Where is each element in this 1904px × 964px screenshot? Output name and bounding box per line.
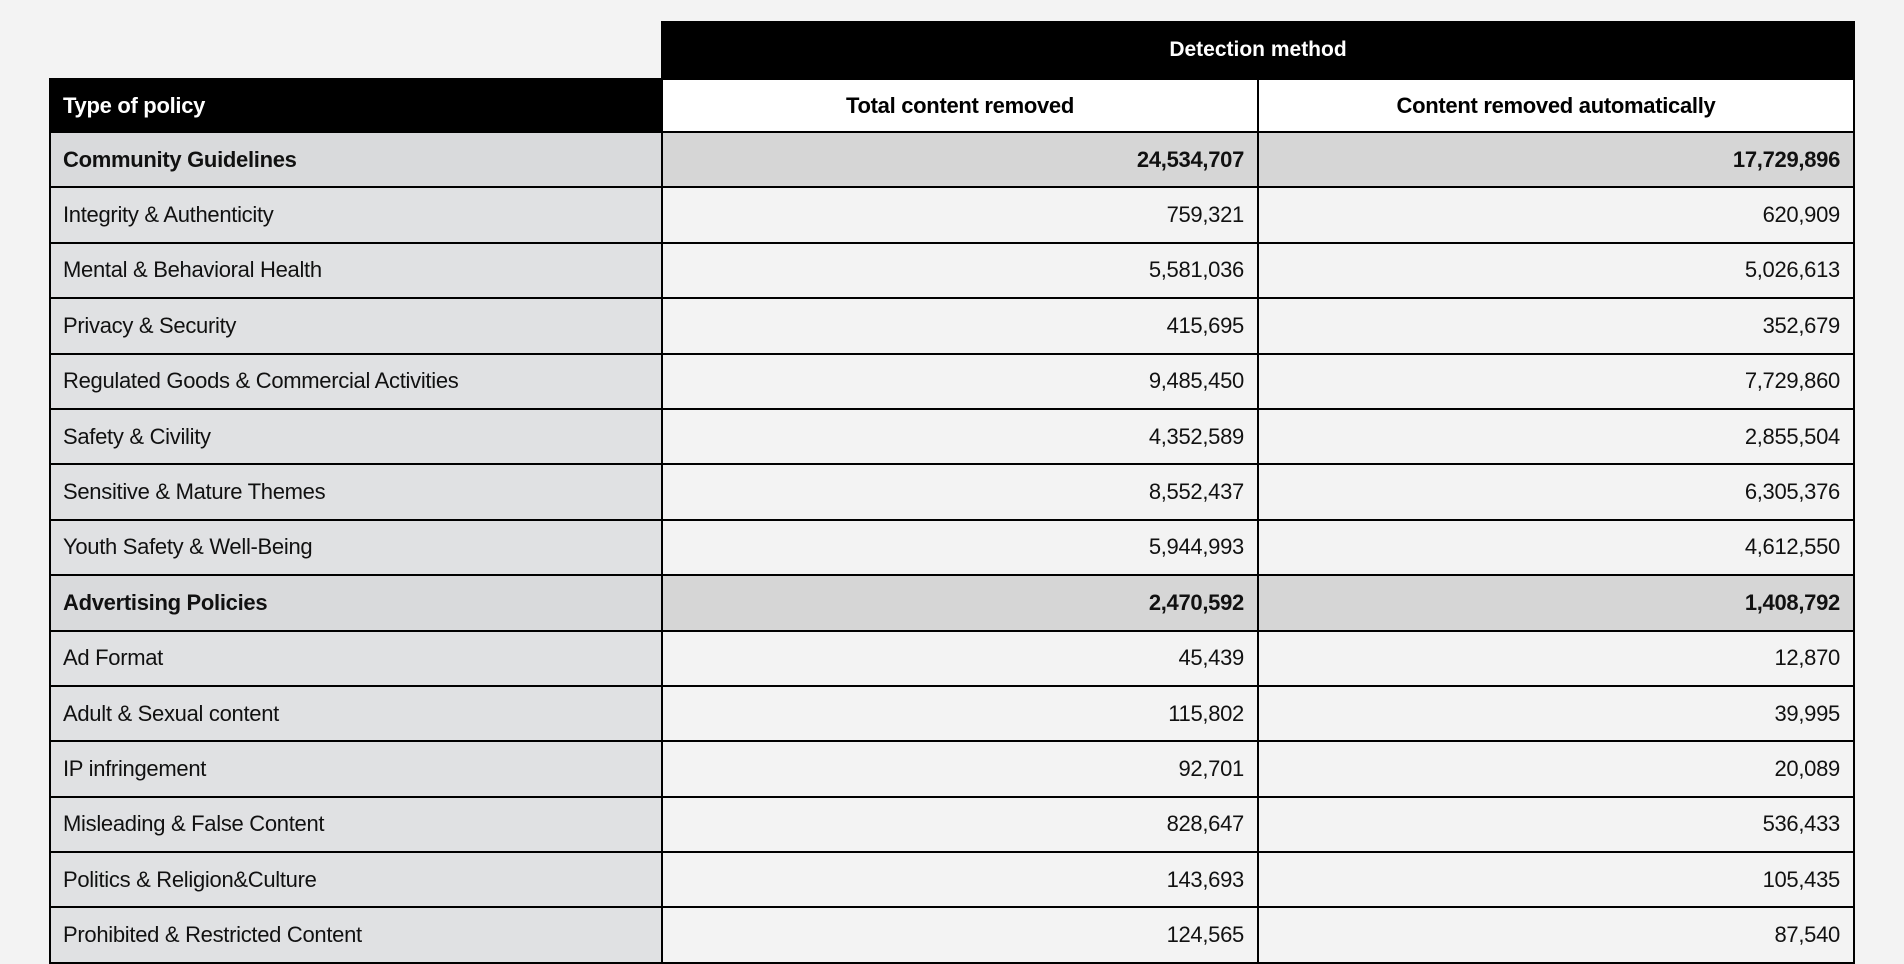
table-group-row	[49, 576, 1855, 631]
policy-cell: Adult & Sexual content	[51, 687, 663, 740]
table-row	[49, 687, 1855, 742]
table-row	[49, 908, 1855, 963]
table-row	[49, 188, 1855, 243]
total-removed-cell: 4,352,589	[663, 410, 1259, 463]
auto-removed-cell: 4,612,550	[1259, 521, 1853, 574]
policy-cell: Integrity & Authenticity	[51, 188, 663, 241]
table-row	[49, 632, 1855, 687]
auto-removed-cell: 20,089	[1259, 742, 1853, 795]
table-row	[49, 244, 1855, 299]
detection-method-header: Detection method	[661, 21, 1855, 78]
auto-removed-cell: 39,995	[1259, 687, 1853, 740]
auto-removed-cell: 105,435	[1259, 853, 1853, 906]
policy-cell: Prohibited & Restricted Content	[51, 908, 663, 961]
total-removed-cell: 124,565	[663, 908, 1259, 961]
policy-cell: Politics & Religion&Culture	[51, 853, 663, 906]
auto-removed-cell: 1,408,792	[1259, 576, 1853, 629]
auto-removed-cell: 2,855,504	[1259, 410, 1853, 463]
auto-removed-cell: 17,729,896	[1259, 133, 1853, 186]
auto-removed-cell: 12,870	[1259, 632, 1853, 685]
table-row	[49, 299, 1855, 354]
table-body	[49, 133, 1855, 964]
table-group-row	[49, 133, 1855, 188]
auto-removed-cell: 87,540	[1259, 908, 1853, 961]
auto-removed-cell: 536,433	[1259, 798, 1853, 851]
total-removed-cell: 828,647	[663, 798, 1259, 851]
total-removed-cell: 759,321	[663, 188, 1259, 241]
policy-cell: Sensitive & Mature Themes	[51, 465, 663, 518]
total-removed-cell: 143,693	[663, 853, 1259, 906]
policy-cell: Mental & Behavioral Health	[51, 244, 663, 297]
policy-removal-table	[49, 21, 1855, 964]
total-removed-cell: 92,701	[663, 742, 1259, 795]
table-header-row	[49, 78, 1855, 133]
policy-cell: Regulated Goods & Commercial Activities	[51, 355, 663, 408]
auto-removed-cell: 7,729,860	[1259, 355, 1853, 408]
total-removed-cell: 5,581,036	[663, 244, 1259, 297]
total-removed-cell: 24,534,707	[663, 133, 1259, 186]
policy-cell: Privacy & Security	[51, 299, 663, 352]
table-row	[49, 465, 1855, 520]
table-row	[49, 521, 1855, 576]
total-removed-cell: 8,552,437	[663, 465, 1259, 518]
policy-cell: Community Guidelines	[51, 133, 663, 186]
column-header-total-removed: Total content removed	[663, 80, 1259, 131]
auto-removed-cell: 5,026,613	[1259, 244, 1853, 297]
table-row	[49, 410, 1855, 465]
total-removed-cell: 115,802	[663, 687, 1259, 740]
total-removed-cell: 5,944,993	[663, 521, 1259, 574]
total-removed-cell: 45,439	[663, 632, 1259, 685]
policy-cell: Safety & Civility	[51, 410, 663, 463]
table-row	[49, 355, 1855, 410]
column-header-policy-type: Type of policy	[51, 80, 663, 131]
auto-removed-cell: 6,305,376	[1259, 465, 1853, 518]
policy-cell: Advertising Policies	[51, 576, 663, 629]
policy-cell: Youth Safety & Well-Being	[51, 521, 663, 574]
total-removed-cell: 2,470,592	[663, 576, 1259, 629]
policy-cell: Misleading & False Content	[51, 798, 663, 851]
auto-removed-cell: 352,679	[1259, 299, 1853, 352]
auto-removed-cell: 620,909	[1259, 188, 1853, 241]
total-removed-cell: 9,485,450	[663, 355, 1259, 408]
table-row	[49, 798, 1855, 853]
table-row	[49, 853, 1855, 908]
total-removed-cell: 415,695	[663, 299, 1259, 352]
table-row	[49, 742, 1855, 797]
policy-cell: Ad Format	[51, 632, 663, 685]
column-header-auto-removed: Content removed automatically	[1259, 80, 1853, 131]
policy-cell: IP infringement	[51, 742, 663, 795]
